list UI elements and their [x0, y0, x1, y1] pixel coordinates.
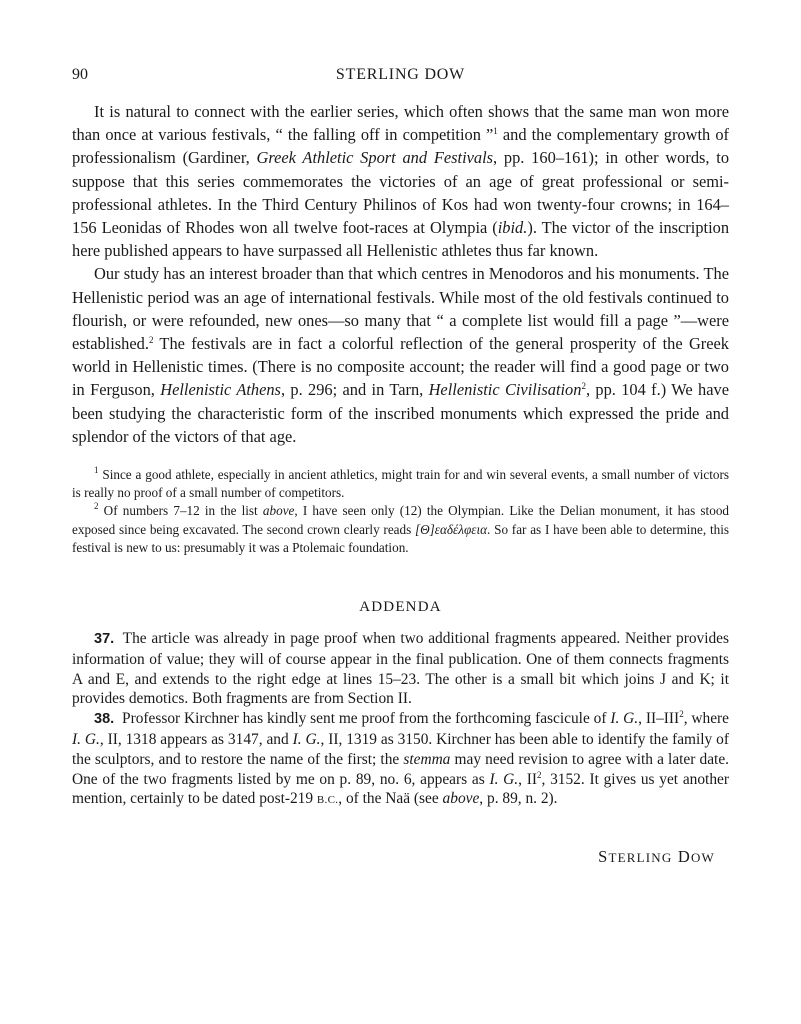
- addenda-heading: ADDENDA: [359, 599, 442, 616]
- footnote-2: $^2$ Of numbers 7–12 in the list above, I have seen only (12) the Olympian. Like the Delian monument, it has stood exposed since being excavated. The second crown clearly reads [Θ]εαδέλφεια. So far as I have been able to determine, this festival is new to us: presumably it was a Ptolemaic foundation.: [72, 501, 730, 555]
- addendum-38: 38. Professor Kirchner has kindly sent me proof from the forthcoming fascicule of I. G., II–III$^2$, where I. G., II, 1318 appears as 3147, and I. G., II, 1319 as 3150. Kirchner has been able to identify the family of the sculptors, and to restore the name of the first; the stemma may need revision to agree with a later date. One of the two fragments listed by me on p. 89, no. 6, appears as I. G., $II^2$, 3152. It gives us yet another mention, certainly to be dated post-219 B.C., of the Naä (see above, p. 89, n. 2).: [72, 709, 729, 808]
- page-number: 90: [72, 66, 88, 83]
- main-text: [72, 100, 729, 448]
- addendum-37: 37. The article was already in page proof when two additional fragments appeared. Neither provides information of value; they will of course appear in the final publication. One of them connects fragments A and E, and extends to the right edge at lines 15–23. The other is a small bit which joins J and K; it provides demotics. Both fragments are from Section II.: [72, 630, 729, 708]
- footnote-ref-1: 1: [493, 126, 498, 137]
- addenda-section: [72, 629, 729, 811]
- author-signature: STERLING DOW: [598, 847, 715, 867]
- cited-title: Greek Athletic Sport and Festivals: [256, 148, 494, 168]
- body-paragraph-1: It is natural to connect with the earlier series, which often shows that the same man won more than once at various festivals, “ the falling off in competition ”$^1$ and the complementary growth of professionalism (Gardiner, Greek Athletic Sport and Festivals, pp. 160–161); in other words, to suppose that this series commemorates the victories of an age of great professional or semi-professional athletes. In the Third Century Philinos of Kos had won twenty-four crowns; in 164–156 Leonidas of Rhodes won all twelve foot-races at Olympia (ibid.). The victor of the inscription here published appears to have surpassed all Hellenistic athletes thus far known.: [72, 102, 730, 261]
- cited-title: Hellenistic Athens: [160, 380, 281, 400]
- cited-title: Hellenistic Civilisation: [428, 380, 582, 400]
- footnote-ref-2: 2: [148, 335, 154, 346]
- footnote-marker: 2: [94, 501, 99, 512]
- running-title: STERLING DOW: [335, 66, 466, 83]
- footnotes: [72, 466, 729, 557]
- footnote-1: $^1$ Since a good athlete, especially in ancient athletics, might train for and win several events, a small number of victors is really no proof of a small number of competitors.: [72, 465, 729, 501]
- running-head: [72, 62, 729, 90]
- page: [72, 62, 729, 867]
- footnote-marker: 1: [94, 465, 99, 476]
- body-paragraph-2: Our study has an interest broader than that which centres in Menodoros and his monuments. The Hellenistic period was an age of international festivals. While most of the old festivals continued to flourish, or were refounded, new ones—so many that “ a complete list would fill a page ”—were established.$^2$ The festivals are in fact a colorful reflection of the general prosperity of the Greek world in Hellenistic times. (There is no composite account; the reader will find a good page or two in Ferguson, Hellenistic Athens, p. 296; and in Tarn, Hellenistic Civilisation$^2$, pp. 104 f.) We have been studying the characteristic form of the inscribed monuments which expressed the pride and splendor of the victors of that age.: [72, 264, 729, 446]
- addendum-number: 37.: [94, 631, 115, 648]
- addendum-number: 38.: [94, 711, 115, 728]
- greek-inscription-text: [Θ]εαδέλφεια: [415, 521, 488, 537]
